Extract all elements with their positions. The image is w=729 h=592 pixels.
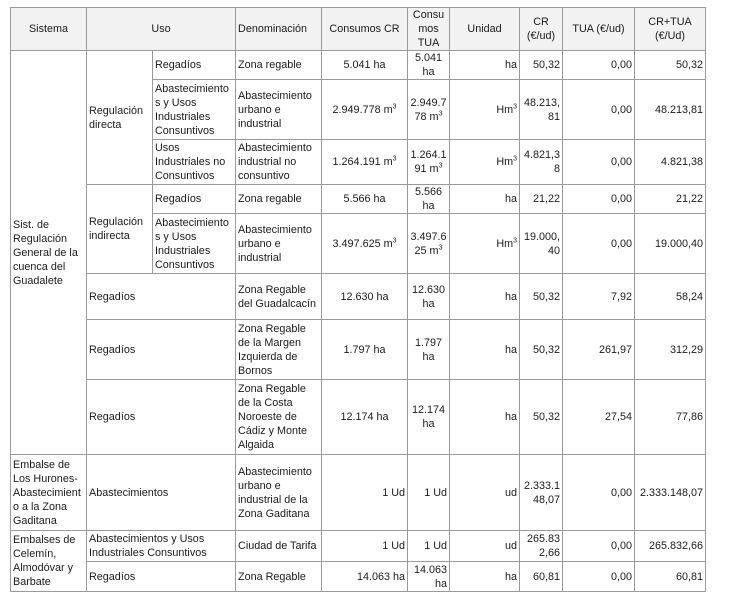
tua-cell: 0,00 <box>563 185 635 214</box>
sistema-guadalete: Sist. de Regulación General de la cuenca del Guadalete <box>11 51 87 455</box>
unidad-cell: Hm$^3$ <box>450 80 520 140</box>
tarifas-table <box>10 7 706 592</box>
cr-cell: 50,32 <box>520 51 563 80</box>
denominacion-cell: Abastecimiento urbano e industrial <box>236 214 322 274</box>
header-denominacion: Denominación <box>236 8 322 51</box>
consumo-cr-cell: 5.566 ha <box>322 185 408 214</box>
denominacion-cell: Abastecimiento urbano e industrial <box>236 80 322 140</box>
header-tua: TUA (€/ud) <box>563 8 635 51</box>
cr-tua-cell: 21,22 <box>635 185 706 214</box>
unidad-cell: Hm$^3$ <box>450 214 520 274</box>
consumo-tua-cell: 3.497.625 $m^3$ <box>408 214 450 274</box>
cr-tua-cell: 265.832,66 <box>635 531 706 562</box>
cr-tua-cell: 77,86 <box>635 380 706 455</box>
table-row <box>11 185 706 214</box>
consumo-cr-cell: 12.630 ha <box>322 274 408 320</box>
cr-cell: 50,32 <box>520 380 563 455</box>
denominacion-cell: Abastecimiento industrial no consuntivo <box>236 140 322 185</box>
header-consumos-tua: Consumos TUA <box>408 8 450 51</box>
cr-tua-cell: 2.333.148,07 <box>635 455 706 531</box>
consumo-cr-cell: 1.264.191 $m^3$ <box>322 140 408 185</box>
unidad-cell: ha <box>450 320 520 380</box>
unidad-cell: ud <box>450 531 520 562</box>
tua-cell: 0,00 <box>563 80 635 140</box>
consumo-cr-cell: 14.063 ha <box>322 562 408 592</box>
tua-cell: 0,00 <box>563 531 635 562</box>
table-row <box>11 320 706 380</box>
sistema-celemin: Embalses de Celemín, Almodóvar y Barbate <box>11 531 87 592</box>
table-row <box>11 51 706 80</box>
denominacion-cell: Abastecimiento urbano e industrial de la Zona Gaditana <box>236 455 322 531</box>
denominacion-cell: Zona Regable del Guadalcacín <box>236 274 322 320</box>
consumo-tua-cell: 1 Ud <box>408 531 450 562</box>
uso-cell: Regadíos <box>87 274 236 320</box>
sistema-hurones: Embalse de Los Hurones-Abastecimiento a la Zona Gaditana <box>11 455 87 531</box>
uso-cell: Regadíos <box>153 185 236 214</box>
unidad-cell: ha <box>450 562 520 592</box>
table-row <box>11 274 706 320</box>
uso-cell: Abastecimientos <box>87 455 236 531</box>
uso-cell: Regadíos <box>87 562 236 592</box>
consumo-tua-cell: 1.797 ha <box>408 320 450 380</box>
consumo-cr-cell: 3.497.625 $m^3$ <box>322 214 408 274</box>
uso-cell: Regadíos <box>153 51 236 80</box>
group-regulacion-indirecta: Regulación indirecta <box>87 185 153 274</box>
uso-cell: Regadíos <box>87 320 236 380</box>
consumo-cr-cell: 1.797 ha <box>322 320 408 380</box>
consumo-cr-cell: 1 Ud <box>322 455 408 531</box>
denominacion-cell: Ciudad de Tarifa <box>236 531 322 562</box>
cr-cell: 48.213,81 <box>520 80 563 140</box>
tua-cell: 0,00 <box>563 51 635 80</box>
cr-cell: 19.000,40 <box>520 214 563 274</box>
cr-tua-cell: 60,81 <box>635 562 706 592</box>
consumo-tua-cell: 12.174 ha <box>408 380 450 455</box>
header-consumos-cr: Consumos CR <box>322 8 408 51</box>
cr-tua-cell: 19.000,40 <box>635 214 706 274</box>
uso-cell: Abastecimientos y Usos Industriales Consuntivos <box>153 214 236 274</box>
header-cr-tua: CR+TUA (€/Ud) <box>635 8 706 51</box>
cr-tua-cell: 4.821,38 <box>635 140 706 185</box>
consumo-tua-cell: 1.264.191 $m^3$ <box>408 140 450 185</box>
cr-cell: 60,81 <box>520 562 563 592</box>
unidad-cell: Hm$^3$ <box>450 140 520 185</box>
unidad-cell: ud <box>450 455 520 531</box>
header-unidad: Unidad <box>450 8 520 51</box>
consumo-cr-cell: 2.949.778 $m^3$ <box>322 80 408 140</box>
tua-cell: 0,00 <box>563 140 635 185</box>
header-row <box>11 8 706 51</box>
cr-tua-cell: 58,24 <box>635 274 706 320</box>
unidad-cell: ha <box>450 51 520 80</box>
cr-cell: 2.333.148,07 <box>520 455 563 531</box>
unidad-cell: ha <box>450 185 520 214</box>
header-uso: Uso <box>87 8 236 51</box>
cr-tua-cell: 48.213,81 <box>635 80 706 140</box>
uso-cell: Usos Industriales no Consuntivos <box>153 140 236 185</box>
tua-cell: 0,00 <box>563 562 635 592</box>
tua-cell: 7,92 <box>563 274 635 320</box>
table-row <box>11 455 706 531</box>
consumo-tua-cell: 14.063 ha <box>408 562 450 592</box>
uso-cell: Abastecimientos y Usos Industriales Consuntivos <box>87 531 236 562</box>
consumo-tua-cell: 1 Ud <box>408 455 450 531</box>
cr-cell: 50,32 <box>520 274 563 320</box>
tua-cell: 261,97 <box>563 320 635 380</box>
consumo-cr-cell: 1 Ud <box>322 531 408 562</box>
tua-cell: 0,00 <box>563 214 635 274</box>
tua-cell: 0,00 <box>563 455 635 531</box>
table-row <box>11 380 706 455</box>
denominacion-cell: Zona Regable de la Margen Izquierda de Bornos <box>236 320 322 380</box>
consumo-tua-cell: 5.041 ha <box>408 51 450 80</box>
unidad-cell: ha <box>450 274 520 320</box>
header-sistema: Sistema <box>11 8 87 51</box>
cr-cell: 4.821,38 <box>520 140 563 185</box>
denominacion-cell: Zona regable <box>236 185 322 214</box>
denominacion-cell: Zona Regable <box>236 562 322 592</box>
unidad-cell: ha <box>450 380 520 455</box>
uso-cell: Abastecimientos y Usos Industriales Consuntivos <box>153 80 236 140</box>
consumo-cr-cell: 5.041 ha <box>322 51 408 80</box>
consumo-cr-cell: 12.174 ha <box>322 380 408 455</box>
cr-tua-cell: 50,32 <box>635 51 706 80</box>
consumo-tua-cell: 12.630 ha <box>408 274 450 320</box>
table-row <box>11 531 706 562</box>
cr-tua-cell: 312,29 <box>635 320 706 380</box>
denominacion-cell: Zona Regable de la Costa Noroeste de Cádiz y Monte Algaida <box>236 380 322 455</box>
header-cr: CR (€/ud) <box>520 8 563 51</box>
cr-cell: 21,22 <box>520 185 563 214</box>
group-regulacion-directa: Regulación directa <box>87 51 153 185</box>
consumo-tua-cell: 2.949.778 $m^3$ <box>408 80 450 140</box>
consumo-tua-cell: 5.566 ha <box>408 185 450 214</box>
table-row <box>11 562 706 592</box>
tua-cell: 27,54 <box>563 380 635 455</box>
cr-cell: 265.832,66 <box>520 531 563 562</box>
cr-cell: 50,32 <box>520 320 563 380</box>
denominacion-cell: Zona regable <box>236 51 322 80</box>
uso-cell: Regadíos <box>87 380 236 455</box>
